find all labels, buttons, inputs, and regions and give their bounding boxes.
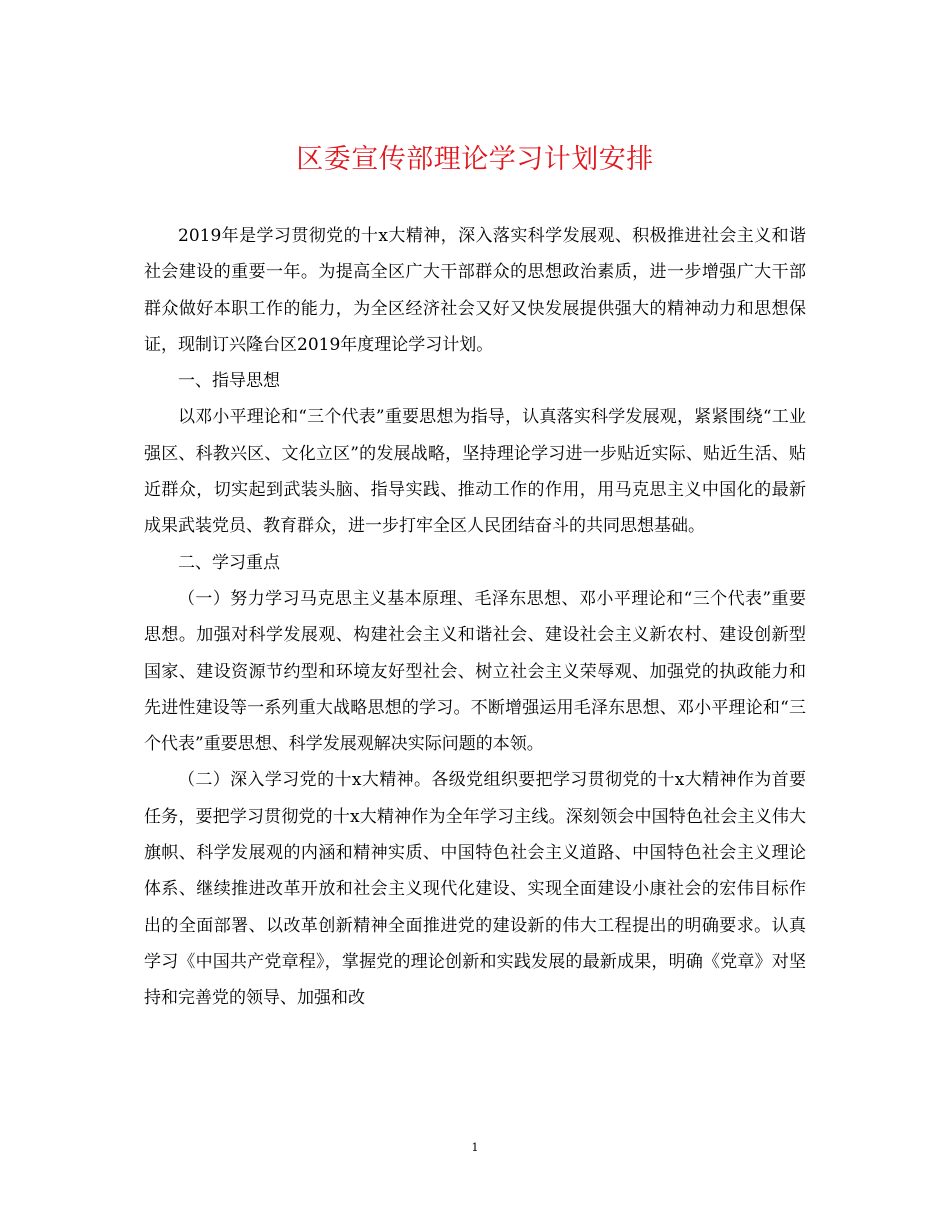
section-heading-study-focus: 二、学习重点 <box>178 552 280 573</box>
study-focus-item-2: （二）深入学习党的十x大精神。各级党组织要把学习贯彻党的十x大精神作为首要任务，要把学习贯彻党的十x大精神作为全年学习主线。深刻领会中国特色社会主义伟大旗帜、科学发展观的内涵和精神实质、中国特色社会主义道路、中国特色社会主义理论体系、继续推进改革开放和社会主义现代化建设、实现全面建设小康社会的宏伟目标作出的全面部署、以改革创新精神全面推进党的建设新的伟大工程提出的明确要求。认真学习《中国共产党章程》，掌握党的理论创新和实践发展的最新成果，明确《党章》对坚持和完善党的领导、加强和改 <box>144 770 806 1009</box>
intro-paragraph: 2019年是学习贯彻党的十x大精神，深入落实科学发展观、积极推进社会主义和谐社会建设的重要一年。为提高全区广大干部群众的思想政治素质，进一步增强广大干部群众做好本职工作的能力，为全区经济社会又好又快发展提供强大的精神动力和思想保证，现制订兴隆台区2019年度理论学习计划。 <box>144 226 806 355</box>
guiding-ideology-paragraph: 以邓小平理论和“三个代表”重要思想为指导，认真落实科学发展观，紧紧围绕“工业强区、科教兴区、文化立区”的发展战略，坚持理论学习进一步贴近实际、贴近生活、贴近群众，切实起到武装头脑、指导实践、推动工作的作用，用马克思主义中国化的最新成果武装党员、教育群众，进一步打牢全区人民团结奋斗的共同思想基础。 <box>144 407 806 537</box>
section-heading-guiding-ideology: 一、指导思想 <box>178 371 280 392</box>
page-title: 区委宣传部理论学习计划安排 <box>296 144 654 175</box>
document-body <box>144 218 806 1017</box>
page-number: 1 <box>471 1141 479 1154</box>
study-focus-item-1: （一）努力学习马克思主义基本原理、毛泽东思想、邓小平理论和“三个代表”重要思想。加强对科学发展观、构建社会主义和谐社会、建设社会主义新农村、建设创新型国家、建设资源节约型和环境友好型社会、树立社会主义荣辱观、加强党的执政能力和先进性建设等一系列重大战略思想的学习。不断增强运用毛泽东思想、邓小平理论和“三个代表”重要思想、科学发展观解决实际问题的本领。 <box>144 588 806 755</box>
